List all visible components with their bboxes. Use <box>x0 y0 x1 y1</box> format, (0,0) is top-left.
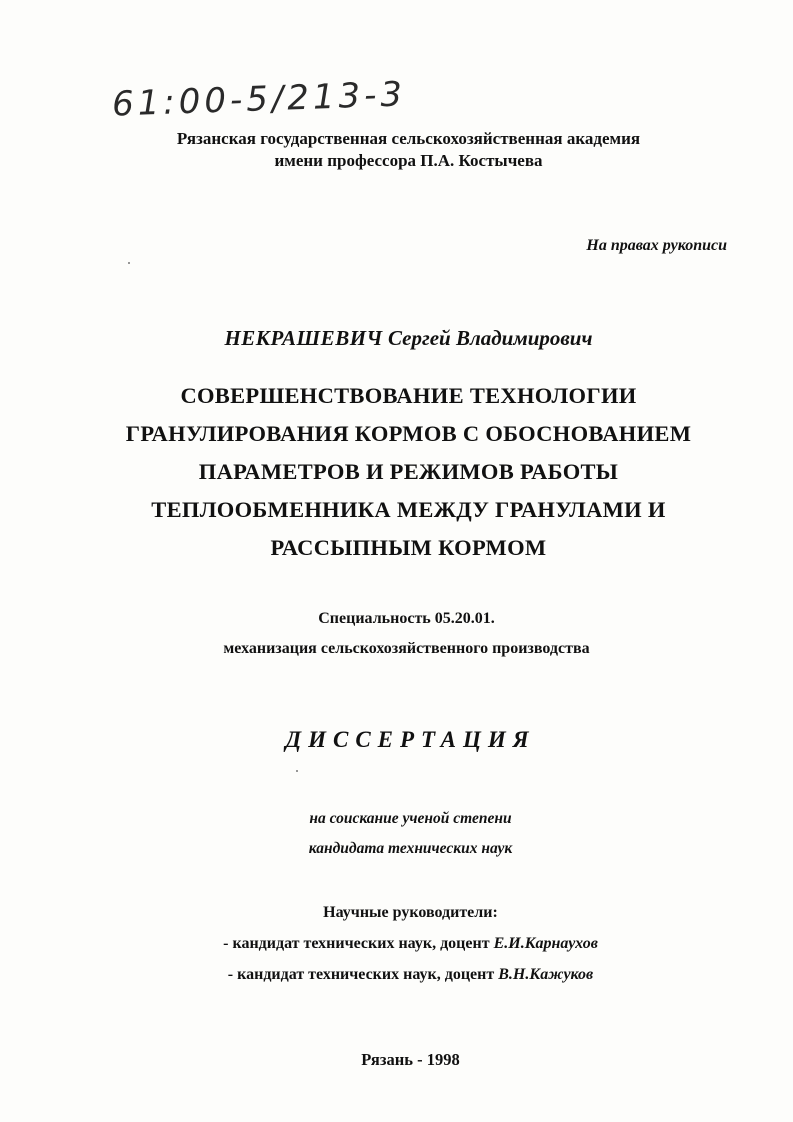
title-line: ПАРАМЕТРОВ И РЕЖИМОВ РАБОТЫ <box>198 459 619 484</box>
supervisors-block <box>14 897 793 990</box>
scan-speck <box>296 770 298 772</box>
handwritten-code-text: 61:00-5/213-3 <box>111 74 407 125</box>
supervisors-heading: Научные руководители: <box>323 904 498 921</box>
supervisor-entry <box>14 928 793 959</box>
institution-dedication: имени профессора П.А. Костычева <box>274 151 543 170</box>
specialty-block <box>10 604 793 664</box>
place-year: Рязань - 1998 <box>361 1050 460 1069</box>
institution-name: Рязанская государственная сельскохозяйственная академия <box>176 129 641 148</box>
title-line: СОВЕРШЕНСТВОВАНИЕ ТЕХНОЛОГИИ <box>180 383 637 408</box>
handwritten-archive-code <box>112 70 432 128</box>
author-name <box>12 326 793 351</box>
author-given-names: Сергей Владимирович <box>388 326 593 350</box>
scan-speck <box>128 262 130 264</box>
supervisor-name: Е.И.Карнаухов <box>493 935 598 952</box>
work-type-heading: ДИССЕРТАЦИЯ <box>285 727 536 752</box>
institution-block <box>12 128 793 172</box>
author-surname: НЕКРАШЕВИЧ <box>224 326 383 350</box>
title-line: РАССЫПНЫМ КОРМОМ <box>270 535 547 560</box>
degree-line-2: кандидата технических наук <box>308 840 513 857</box>
supervisor-title: - кандидат технических наук, доцент <box>227 966 495 983</box>
degree-line-1: на соискание ученой степени <box>309 810 512 827</box>
title-line: ГРАНУЛИРОВАНИЯ КОРМОВ С ОБОСНОВАНИЕМ <box>125 421 692 446</box>
rights-note: На правах рукописи <box>586 237 727 254</box>
specialty-name: механизация сельскохозяйственного производства <box>223 640 590 657</box>
supervisor-title: - кандидат технических наук, доцент <box>223 935 490 952</box>
specialty-code: Специальность 05.20.01. <box>318 610 495 627</box>
handwritten-code-drawing <box>112 70 432 128</box>
supervisor-name: В.Н.Кажуков <box>498 966 594 983</box>
title-line: ТЕПЛООБМЕННИКА МЕЖДУ ГРАНУЛАМИ И <box>151 497 666 522</box>
dissertation-title <box>12 377 793 567</box>
degree-block <box>14 804 793 864</box>
supervisor-entry <box>14 959 793 990</box>
